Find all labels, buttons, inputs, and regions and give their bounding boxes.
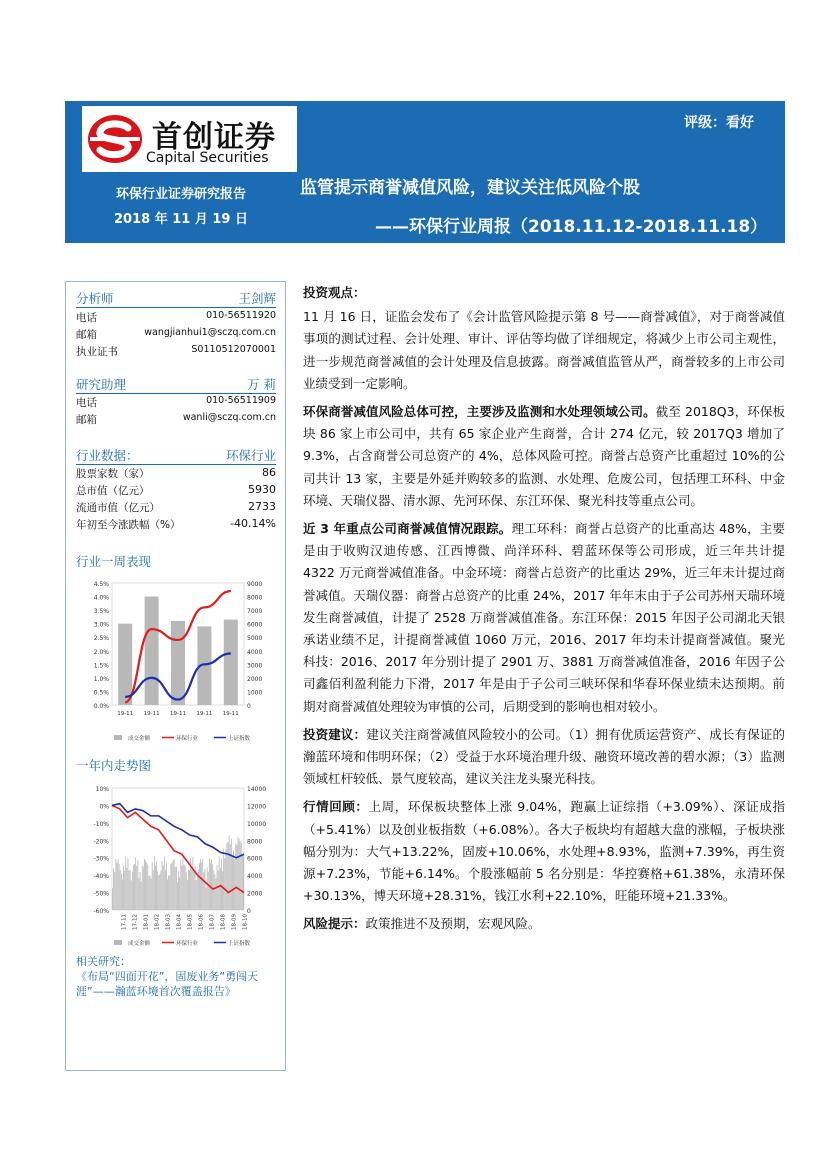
volume-bar bbox=[115, 859, 116, 910]
volume-bar bbox=[207, 868, 208, 910]
paragraph-company-tracking bbox=[303, 518, 785, 718]
volume-bar bbox=[156, 861, 157, 910]
volume-bar bbox=[235, 843, 236, 910]
paragraph-regulation: 11 月 16 日，证监会发布了《会计监管风险提示第 8 号——商誉减值》，对于商誉减值事项的测试过程、会计处理、审计、评估等均做了详细规定，将减少上市公司主观性，进一步规范商誉减值的会计处理及信息披露。商誉减值监管从严，商誉较多的上市公司业绩受到一定影响。 bbox=[303, 309, 785, 391]
volume-bar bbox=[158, 875, 159, 910]
logo-chinese-text: 首创证券 bbox=[152, 120, 276, 155]
y-left-tick-label: 2.0% bbox=[93, 648, 109, 656]
volume-bar bbox=[132, 872, 133, 910]
volume-bar bbox=[164, 856, 165, 910]
analyst-name: 王剑辉 bbox=[238, 291, 276, 306]
volume-bar bbox=[147, 865, 148, 910]
risk-warning-heading: 风险提示： bbox=[303, 916, 366, 932]
volume-bar bbox=[192, 857, 193, 910]
volume-bar bbox=[221, 859, 222, 910]
y-left-tick-label: 0% bbox=[99, 803, 109, 811]
y-right-tick-label: 4000 bbox=[247, 648, 263, 656]
paragraph-risk-warning bbox=[303, 913, 785, 935]
volume-bar bbox=[144, 859, 145, 910]
volume-bar bbox=[134, 864, 135, 910]
volume-bar bbox=[163, 865, 164, 910]
company-tracking-text: 理工环科：商誉占总资产的比重高达 48%，主要是由于收购汉迪传感、江西博微、尚洋环科、碧蓝环保等公司形成，近三年共计提 4322 万元商誉减值准备。中金环境：商誉占总资产的比重达 29%，近三年未计提过商誉减值。天瑞仪器：商誉占总资产的比重 24%，2017 年年末由于子公司苏州天瑞环境发生商誉减值，计提了 2528 万商誉减值准备。东江环保：2015 年因子公司湖北天银承诺业绩不足，计提商誉减值 1060 万元，2016、2017 年均未计提商誉减值。聚光科技：2016、2017 年分别计提了 2901 万、3881 万商誉减值准备，2016 年因子公司鑫佰利盈利能力下滑，2017 年是由于子公司三峡环保和华春环保业绩未达预期。前期对商誉减值处理较为审慎的公司，后期受到的影响也相对较小。 bbox=[303, 521, 785, 714]
y-right-tick-label: 0 bbox=[247, 908, 251, 915]
x-tick-label: 18-01 bbox=[143, 914, 150, 930]
capital-securities-logo-icon bbox=[86, 110, 144, 168]
volume-bar bbox=[239, 839, 240, 910]
y-left-tick-label: 4.0% bbox=[93, 594, 109, 602]
y-left-tick-label: 0.0% bbox=[93, 703, 109, 710]
paragraph-investment-advice bbox=[303, 724, 785, 791]
y-right-tick-label: 2000 bbox=[247, 675, 263, 683]
volume-bar bbox=[231, 839, 232, 910]
volume-bar bbox=[224, 620, 238, 705]
x-tick-label: 19-11 bbox=[196, 711, 213, 717]
volume-bar bbox=[142, 866, 143, 910]
volume-bar bbox=[165, 870, 166, 910]
goodwill-risk-heading: 环保商誉减值风险总体可控，主要涉及监测和水处理领域公司。 bbox=[303, 404, 656, 420]
volume-bar bbox=[169, 875, 170, 910]
y-right-tick-label: 10000 bbox=[247, 820, 267, 828]
volume-bar bbox=[159, 875, 160, 910]
volume-bar bbox=[166, 863, 167, 910]
risk-warning-text: 政策推进不及预期，宏观风险。 bbox=[365, 916, 541, 932]
ytd-change-key: 年初至今涨跌幅（%） bbox=[76, 519, 181, 531]
volume-bar bbox=[145, 597, 159, 705]
volume-bar bbox=[211, 859, 212, 910]
volume-bar bbox=[129, 871, 130, 910]
volume-bar bbox=[131, 880, 132, 910]
legend-label: 环保行业 bbox=[176, 941, 199, 947]
analyst-email-key: 邮箱 bbox=[76, 329, 97, 341]
report-subtitle: ——环保行业周报（2018.11.12-2018.11.18） bbox=[375, 217, 768, 237]
volume-bar bbox=[152, 862, 153, 910]
volume-bar bbox=[212, 864, 213, 910]
volume-bar bbox=[137, 860, 138, 910]
series-line-index bbox=[112, 804, 244, 858]
analyst-license-row bbox=[76, 344, 276, 360]
volume-bar bbox=[213, 871, 214, 910]
volume-bar bbox=[232, 856, 233, 910]
paragraph-goodwill-risk bbox=[303, 401, 785, 512]
analyst-label: 分析师 bbox=[76, 291, 114, 306]
assistant-phone-row bbox=[76, 395, 276, 411]
volume-bar bbox=[220, 868, 221, 910]
legend-swatch bbox=[114, 735, 122, 740]
volume-bar bbox=[225, 849, 226, 910]
volume-bar bbox=[223, 849, 224, 910]
related-research-link[interactable]: 《布局“四面开花”，固废业务“勇闯天涯”——瀚蓝环境首次覆盖报告》 bbox=[76, 970, 259, 998]
volume-bar bbox=[185, 865, 186, 910]
volume-bar bbox=[227, 843, 228, 910]
series-line-industry bbox=[112, 805, 244, 892]
x-tick-label: 18-06 bbox=[198, 914, 205, 930]
main-content bbox=[303, 282, 785, 942]
investment-view-heading: 投资观点： bbox=[303, 285, 366, 300]
volume-bar bbox=[177, 882, 178, 910]
x-tick-label: 18-04 bbox=[176, 914, 183, 930]
x-tick-label: 17-12 bbox=[132, 914, 139, 930]
volume-bar bbox=[228, 842, 229, 910]
volume-bar bbox=[197, 873, 198, 910]
legend-label: 成交金额 bbox=[128, 941, 151, 947]
volume-bar bbox=[118, 624, 132, 705]
volume-bar bbox=[200, 859, 201, 910]
volume-bar bbox=[186, 872, 187, 910]
ytd-change-value: -40.14% bbox=[230, 517, 276, 530]
volume-bar bbox=[114, 872, 115, 910]
y-right-tick-label: 9000 bbox=[247, 581, 263, 588]
analyst-phone-value: 010-56511920 bbox=[206, 310, 276, 321]
assistant-email-value[interactable]: wanli@sczq.com.cn bbox=[182, 412, 276, 423]
y-right-tick-label: 1000 bbox=[247, 689, 263, 697]
volume-bar bbox=[176, 866, 177, 910]
y-right-tick-label: 7000 bbox=[247, 608, 263, 616]
weekly-chart-title: 行业一周表现 bbox=[76, 554, 152, 569]
volume-bar bbox=[180, 860, 181, 910]
volume-bar bbox=[136, 866, 137, 910]
volume-bar bbox=[171, 621, 185, 705]
report-date: 2018 年 11 月 19 日 bbox=[114, 212, 248, 227]
volume-bar bbox=[206, 887, 207, 910]
y-right-tick-label: 2000 bbox=[247, 890, 263, 898]
y-left-tick-label: 4.5% bbox=[93, 581, 109, 588]
assistant-label: 研究助理 bbox=[76, 377, 127, 392]
volume-bar bbox=[130, 870, 131, 910]
y-left-tick-label: 10% bbox=[95, 786, 109, 793]
x-tick-label: 19-11 bbox=[222, 711, 239, 717]
volume-bar bbox=[112, 888, 113, 910]
volume-bar bbox=[241, 843, 242, 910]
legend-swatch bbox=[114, 940, 122, 945]
volume-bar bbox=[236, 845, 237, 910]
y-right-tick-label: 3000 bbox=[247, 662, 263, 670]
legend-label: 成交金额 bbox=[128, 736, 151, 742]
volume-bar bbox=[162, 861, 163, 910]
x-tick-label: 18-10 bbox=[242, 914, 249, 930]
goodwill-risk-text: 截至 2018Q3，环保板块 86 家上市公司中，共有 65 家企业产生商誉，合计 274 亿元，较 2017Q3 增加了 9.3%，占含商誉公司总资产的 4%，总体风险可控。商誉占总资产比重超过 10%的公司共计 13 家，主要是外延并购较多的监测、水处理、危废公司，包括理工环科、中金环境、天瑞仪器、清水源、先河环保、东江环保、聚光科技等重点公司。 bbox=[303, 404, 785, 508]
float-cap-row bbox=[76, 500, 276, 516]
volume-bar bbox=[238, 837, 239, 910]
y-left-tick-label: -50% bbox=[93, 890, 109, 898]
volume-bar bbox=[153, 870, 154, 910]
market-review-heading: 行情回顾： bbox=[303, 799, 369, 815]
volume-bar bbox=[219, 857, 220, 910]
assistant-email-row bbox=[76, 412, 276, 428]
volume-bar bbox=[126, 868, 127, 910]
volume-bar bbox=[117, 863, 118, 910]
volume-bar bbox=[135, 857, 136, 910]
y-right-tick-label: 0 bbox=[247, 703, 251, 710]
volume-bar bbox=[214, 874, 215, 910]
volume-bar bbox=[202, 859, 203, 910]
analyst-email-row bbox=[76, 327, 276, 343]
volume-bar bbox=[174, 859, 175, 910]
analyst-header bbox=[76, 288, 276, 308]
industry-data-label: 行业数据： bbox=[76, 448, 139, 463]
x-tick-label: 18-07 bbox=[209, 914, 216, 930]
y-right-tick-label: 12000 bbox=[247, 803, 267, 811]
volume-bar bbox=[196, 880, 197, 910]
volume-bar bbox=[183, 857, 184, 910]
volume-bar bbox=[128, 858, 129, 910]
volume-bar bbox=[189, 870, 190, 910]
volume-bar bbox=[191, 867, 192, 910]
volume-bar bbox=[139, 878, 140, 910]
volume-bar bbox=[234, 859, 235, 910]
yearly-trend-chart bbox=[74, 782, 279, 952]
yearly-chart-title: 一年内走势图 bbox=[76, 758, 152, 773]
y-left-tick-label: -20% bbox=[93, 838, 109, 846]
analyst-license-value: S0110512070001 bbox=[191, 344, 276, 355]
assistant-email-key: 邮箱 bbox=[76, 414, 97, 426]
assistant-phone-key: 电话 bbox=[76, 397, 97, 409]
volume-bar bbox=[120, 870, 121, 910]
company-tracking-heading: 近 3 年重点公司商誉减值情况跟踪。 bbox=[303, 521, 512, 537]
volume-bar bbox=[181, 866, 182, 910]
y-left-tick-label: 2.5% bbox=[93, 635, 109, 643]
volume-bar bbox=[242, 855, 243, 910]
volume-bar bbox=[161, 870, 162, 910]
x-tick-label: 18-03 bbox=[165, 914, 172, 930]
x-tick-label: 17-11 bbox=[121, 914, 128, 930]
volume-bar bbox=[194, 871, 195, 910]
market-cap-row bbox=[76, 483, 276, 499]
industry-data-header bbox=[76, 445, 276, 465]
y-left-tick-label: -30% bbox=[93, 855, 109, 863]
related-research-label: 相关研究： bbox=[76, 955, 131, 968]
volume-bar bbox=[175, 867, 176, 910]
y-left-tick-label: -40% bbox=[93, 873, 109, 881]
volume-bar bbox=[205, 869, 206, 910]
investment-advice-heading: 投资建议： bbox=[303, 726, 367, 742]
x-tick-label: 18-05 bbox=[187, 914, 194, 930]
volume-bar bbox=[155, 866, 156, 910]
volume-bar bbox=[229, 835, 230, 910]
assistant-phone-value: 010-56511909 bbox=[206, 395, 276, 406]
volume-bar bbox=[243, 853, 244, 910]
market-cap-key: 总市值（亿元） bbox=[76, 485, 150, 497]
analyst-phone-key: 电话 bbox=[76, 312, 97, 324]
volume-bar bbox=[143, 867, 144, 910]
volume-bar bbox=[113, 868, 114, 910]
y-left-tick-label: 3.0% bbox=[93, 621, 109, 629]
x-tick-label: 18-09 bbox=[231, 914, 238, 930]
stock-count-value: 86 bbox=[262, 466, 276, 479]
investment-advice-text: 建议关注商誉减值风险较小的公司。（1）拥有优质运营资产、成长有保证的瀚蓝环境和伟明环保；（2）受益于水环境治理升级、融资环境改善的碧水源；（3）监测领域杠杆较低、景气度较高，建议关注龙头聚光科技。 bbox=[303, 726, 785, 787]
plot-area bbox=[112, 788, 244, 910]
report-type: 环保行业证券研究报告 bbox=[115, 187, 246, 202]
volume-bar bbox=[154, 856, 155, 910]
y-right-tick-label: 6000 bbox=[247, 855, 263, 863]
x-tick-label: 19-11 bbox=[170, 711, 186, 717]
volume-bar bbox=[184, 865, 185, 910]
industry-name: 环保行业 bbox=[225, 448, 276, 463]
weekly-performance-chart bbox=[74, 577, 279, 747]
analyst-phone-row bbox=[76, 310, 276, 326]
volume-bar bbox=[203, 872, 204, 910]
x-tick-label: 18-08 bbox=[220, 914, 227, 930]
market-cap-value: 5930 bbox=[248, 483, 276, 496]
y-right-tick-label: 8000 bbox=[247, 594, 263, 602]
y-left-tick-label: -60% bbox=[93, 908, 109, 915]
volume-bar bbox=[151, 879, 152, 910]
paragraph-market-review bbox=[303, 796, 785, 907]
stock-count-key: 股票家数（家） bbox=[76, 468, 150, 480]
volume-bar bbox=[140, 872, 141, 910]
x-tick-label: 19-11 bbox=[117, 711, 134, 717]
volume-bar bbox=[167, 879, 168, 910]
volume-bar bbox=[141, 882, 142, 910]
sidebar bbox=[65, 281, 286, 1071]
ytd-change-row bbox=[76, 517, 276, 533]
volume-bar bbox=[208, 872, 209, 910]
y-right-tick-label: 5000 bbox=[247, 635, 263, 643]
y-left-tick-label: 0.5% bbox=[93, 689, 109, 697]
x-tick-label: 19-11 bbox=[143, 711, 160, 717]
volume-bar bbox=[118, 859, 119, 910]
y-left-tick-label: -10% bbox=[93, 820, 109, 828]
analyst-license-key: 执业证书 bbox=[76, 346, 118, 358]
assistant-name: 万 莉 bbox=[247, 377, 276, 392]
y-right-tick-label: 4000 bbox=[247, 873, 263, 881]
volume-bar bbox=[216, 879, 217, 910]
float-cap-key: 流通市值（亿元） bbox=[76, 502, 160, 514]
volume-bar bbox=[122, 879, 123, 910]
volume-bar bbox=[170, 864, 171, 910]
market-review-text: 上周，环保板块整体上涨 9.04%，跑赢上证综指（+3.09%）、深证成指（+5.41%）以及创业板指数（+6.08%）。各大子板块均有超越大盘的涨幅，子板块涨幅分别为：大气+13.22%，固废+10.06%，水处理+8.93%，监测+7.39%，再生资源+7.23%，节能+6.14%。个股涨幅前 5 名分别是：华控赛格+61.38%，永清环保+30.13%，博天环境+28.31%，钱江水利+22.10%，旺能环境+21.33%。 bbox=[303, 799, 785, 904]
rating-label: 评级：看好 bbox=[684, 115, 754, 131]
y-right-tick-label: 8000 bbox=[247, 838, 263, 846]
volume-bar bbox=[173, 860, 174, 910]
volume-bar bbox=[133, 865, 134, 910]
legend-label: 环保行业 bbox=[176, 736, 199, 742]
y-right-tick-label: 14000 bbox=[247, 786, 267, 793]
volume-bar bbox=[218, 870, 219, 910]
volume-bar bbox=[209, 859, 210, 910]
volume-bar bbox=[148, 876, 149, 910]
volume-bar bbox=[179, 877, 180, 910]
volume-bar bbox=[121, 874, 122, 910]
related-research bbox=[76, 954, 281, 999]
company-logo bbox=[82, 106, 297, 172]
float-cap-value: 2733 bbox=[248, 500, 276, 513]
volume-bar bbox=[222, 871, 223, 910]
y-left-tick-label: 1.0% bbox=[93, 675, 109, 683]
volume-bar bbox=[187, 880, 188, 910]
volume-bar bbox=[124, 871, 125, 910]
volume-bar bbox=[146, 863, 147, 910]
y-left-tick-label: 1.5% bbox=[93, 662, 109, 670]
y-left-tick-label: 3.5% bbox=[93, 608, 109, 616]
logo-english-text: Capital Securities bbox=[146, 150, 269, 166]
stock-count-row bbox=[76, 466, 276, 482]
volume-bar bbox=[188, 869, 189, 910]
volume-bar bbox=[125, 857, 126, 910]
legend-label: 上证指数 bbox=[228, 736, 251, 742]
volume-bar bbox=[145, 860, 146, 910]
volume-bar bbox=[119, 864, 120, 910]
volume-bar bbox=[178, 871, 179, 910]
volume-bar bbox=[240, 841, 241, 910]
volume-bar bbox=[150, 876, 151, 910]
volume-bar bbox=[157, 871, 158, 910]
volume-bar bbox=[123, 865, 124, 910]
legend-label: 上证指数 bbox=[228, 941, 251, 947]
volume-bar bbox=[233, 851, 234, 910]
volume-bar bbox=[199, 863, 200, 910]
volume-bar bbox=[201, 863, 202, 910]
assistant-header bbox=[76, 374, 276, 394]
report-title: 监管提示商誉减值风险，建议关注低风险个股 bbox=[300, 178, 640, 198]
y-right-tick-label: 6000 bbox=[247, 621, 263, 629]
analyst-email-value[interactable]: wangjianhui1@sczq.com.cn bbox=[144, 327, 276, 338]
volume-bar bbox=[224, 858, 225, 910]
x-tick-label: 18-02 bbox=[154, 914, 161, 930]
volume-bar bbox=[172, 863, 173, 910]
volume-bar bbox=[168, 875, 169, 910]
